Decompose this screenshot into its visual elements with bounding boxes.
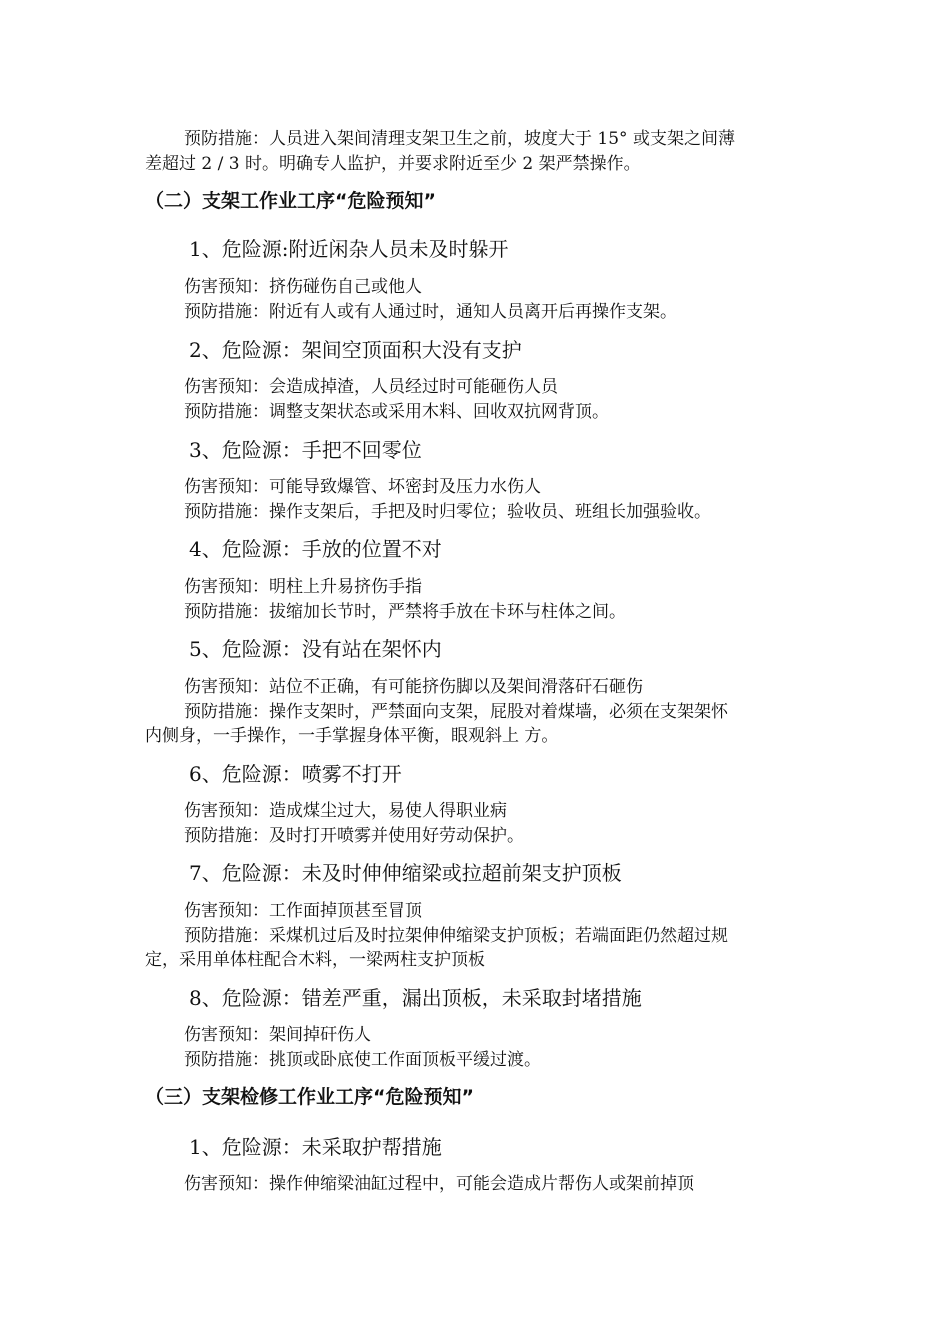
section-2-title: （二）支架工作业工序“危险预知” (145, 190, 436, 212)
harm-8: 伤害预知：架间掉矸伤人 (184, 1025, 371, 1045)
harm-1: 伤害预知：挤伤碰伤自己或他人 (184, 277, 422, 297)
measure-2: 预防措施：调整支架状态或采用木料、回收双抗网背顶。 (184, 402, 609, 422)
hazard-1: 1、危险源:附近闲杂人员未及时躲开 (189, 237, 509, 261)
section-3-hazard-1: 1、危险源：未采取护帮措施 (189, 1135, 442, 1159)
hazard-8: 8、危险源：错差严重，漏出顶板，未采取封堵措施 (189, 986, 642, 1010)
harm-5: 伤害预知：站位不正确，有可能挤伤脚以及架间滑落矸石砸伤 (184, 677, 643, 697)
harm-4: 伤害预知：明柱上升易挤伤手指 (184, 577, 422, 597)
hazard-4: 4、危险源：手放的位置不对 (189, 537, 442, 561)
harm-7: 伤害预知：工作面掉顶甚至冒顶 (184, 901, 422, 921)
hazard-6: 6、危险源：喷雾不打开 (189, 762, 402, 786)
measure-5-line-2: 内侧身，一手操作，一手掌握身体平衡，眼观斜上 方。 (145, 726, 559, 746)
hazard-3: 3、危险源：手把不回零位 (189, 438, 422, 462)
hazard-7: 7、危险源：未及时伸伸缩梁或拉超前架支护顶板 (189, 861, 622, 885)
measure-8: 预防措施：挑顶或卧底使工作面顶板平缓过渡。 (184, 1050, 541, 1070)
measure-5-line-1: 预防措施：操作支架时，严禁面向支架，屁股对着煤墙，必须在支架架怀 (184, 702, 728, 722)
intro-line-1: 预防措施：人员进入架间清理支架卫生之前，坡度大于 15° 或支架之间薄 (184, 129, 735, 149)
hazard-5: 5、危险源：没有站在架怀内 (189, 637, 442, 661)
measure-7-line-1: 预防措施：采煤机过后及时拉架伸伸缩梁支护顶板；若端面距仍然超过规 (184, 926, 728, 946)
harm-3: 伤害预知：可能导致爆管、坏密封及压力水伤人 (184, 477, 541, 497)
measure-4: 预防措施：拔缩加长节时，严禁将手放在卡环与柱体之间。 (184, 602, 626, 622)
intro-line-2: 差超过 2 / 3 时。明确专人监护，并要求附近至少 2 架严禁操作。 (145, 154, 641, 174)
harm-2: 伤害预知：会造成掉渣，人员经过时可能砸伤人员 (184, 377, 558, 397)
section-3-harm-1: 伤害预知：操作伸缩梁油缸过程中，可能会造成片帮伤人或架前掉顶 (184, 1174, 694, 1194)
harm-6: 伤害预知：造成煤尘过大，易使人得职业病 (184, 801, 507, 821)
section-3-title: （三）支架检修工作业工序“危险预知” (145, 1086, 474, 1108)
measure-1: 预防措施：附近有人或有人通过时，通知人员离开后再操作支架。 (184, 302, 677, 322)
measure-7-line-2: 定，采用单体柱配合木料，一梁两柱支护顶板 (145, 950, 485, 970)
measure-6: 预防措施：及时打开喷雾并使用好劳动保护。 (184, 826, 524, 846)
measure-3: 预防措施：操作支架后，手把及时归零位；验收员、班组长加强验收。 (184, 502, 711, 522)
hazard-2: 2、危险源：架间空顶面积大没有支护 (189, 338, 522, 362)
